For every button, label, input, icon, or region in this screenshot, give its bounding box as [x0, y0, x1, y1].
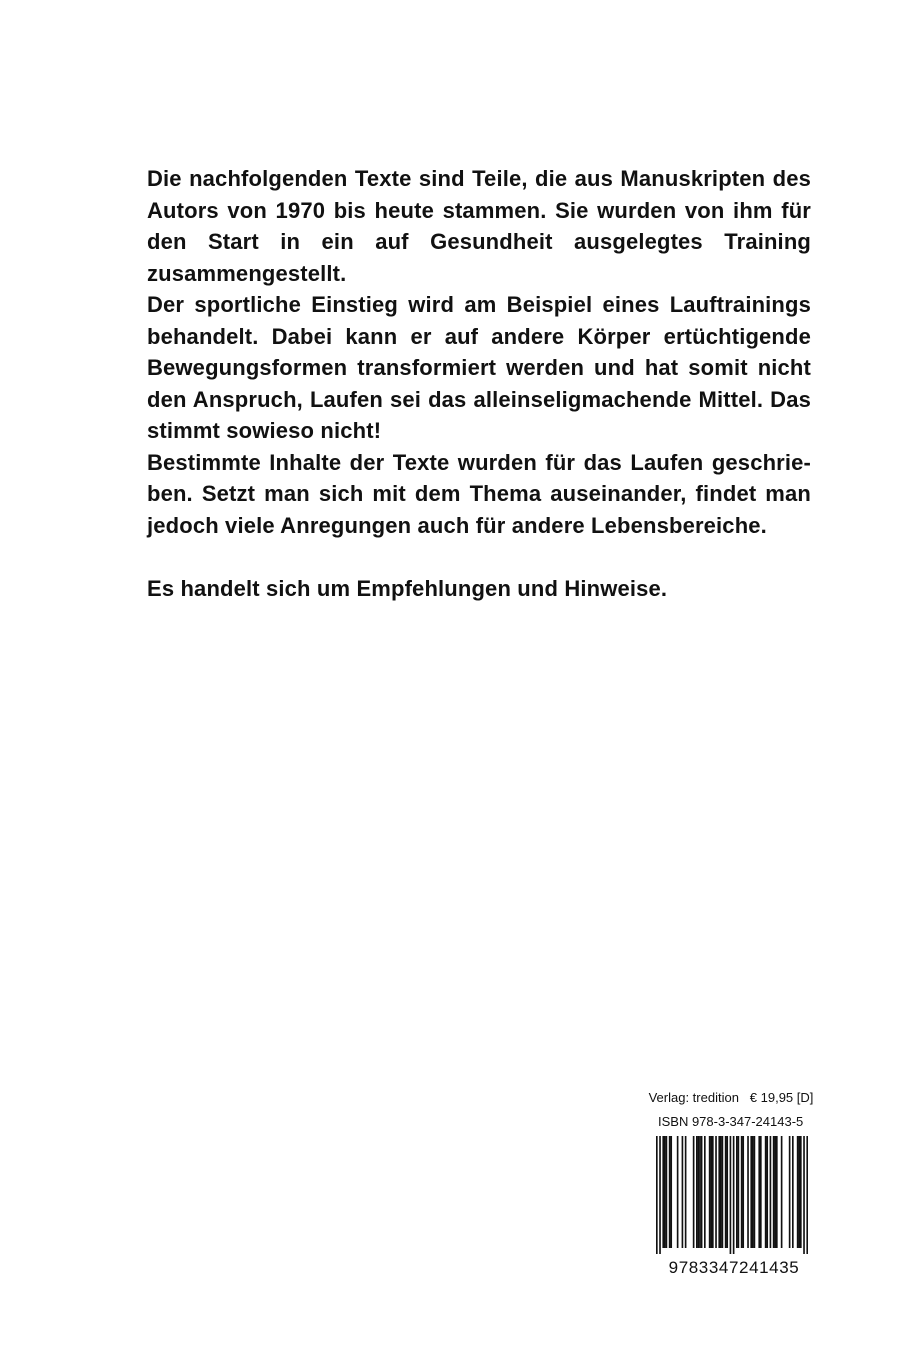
- barcode-bar: [659, 1136, 661, 1254]
- barcode-bar: [765, 1136, 767, 1248]
- barcode-bar: [738, 1136, 740, 1248]
- barcode-bar: [741, 1136, 743, 1248]
- barcode-bar: [677, 1136, 679, 1248]
- barcode-bar: [797, 1136, 799, 1248]
- barcode-bar: [725, 1136, 727, 1248]
- barcode-bar: [758, 1136, 760, 1248]
- barcode-bar: [718, 1136, 720, 1248]
- barcode-bar: [789, 1136, 791, 1248]
- barcode-bar: [709, 1136, 711, 1248]
- barcode-bar: [726, 1136, 728, 1248]
- barcode-bar: [760, 1136, 762, 1248]
- barcode-bar: [770, 1136, 772, 1248]
- barcode-bar: [742, 1136, 744, 1248]
- barcode-bar: [698, 1136, 700, 1248]
- barcode-bar: [699, 1136, 701, 1248]
- barcode-bar: [720, 1136, 722, 1248]
- barcode-bar: [781, 1136, 783, 1248]
- publisher-price-line: [648, 1090, 814, 1106]
- barcode-number: 9783347241435: [668, 1258, 800, 1277]
- barcode-bar: [774, 1136, 776, 1248]
- barcode-bar: [792, 1136, 794, 1248]
- blurb-paragraph-2: Der sportliche Einstieg wird am Beispiel eines Lauftrainings behandelt. Dabei kann er auf andere Körper ertüchtigende Bewegungsformen transformiert werden und hat somit nicht den Anspruch, Laufen sei das alleinseligmachende Mittel. Das stimmt sowieso nicht!: [147, 292, 811, 443]
- barcode-bar: [662, 1136, 664, 1248]
- barcode-bar: [704, 1136, 706, 1248]
- isbn-label: ISBN 978-3-347-24143-5: [658, 1114, 804, 1129]
- blurb-text: [147, 163, 811, 604]
- barcode-image: [656, 1136, 808, 1254]
- barcode-bar: [736, 1136, 738, 1248]
- barcode-bar: [773, 1136, 775, 1248]
- barcode-bar: [696, 1136, 698, 1248]
- barcode-bar: [776, 1136, 778, 1248]
- barcode-bar: [685, 1136, 687, 1248]
- barcode-bar: [747, 1136, 749, 1248]
- barcode-bar: [710, 1136, 712, 1248]
- barcode-bar: [701, 1136, 703, 1248]
- closing-note: Es handelt sich um Empfehlungen und Hinweise.: [147, 575, 668, 601]
- barcode-bar: [682, 1136, 684, 1248]
- barcode-bar: [806, 1136, 808, 1254]
- blurb-paragraph-1: Die nachfolgenden Texte sind Teile, die aus Manuskripten des Autors von 1970 bis heute stammen. Sie wurden von ihm für den Start in ein auf Gesundheit ausgelegtes Training zusammengestellt.: [147, 166, 811, 286]
- barcode-bar: [722, 1136, 724, 1248]
- barcode-bars: [656, 1136, 808, 1254]
- barcode-bar: [715, 1136, 717, 1248]
- barcode-bar: [693, 1136, 695, 1248]
- barcode-bar: [669, 1136, 671, 1248]
- barcode-bar: [766, 1136, 768, 1248]
- barcode-bar: [712, 1136, 714, 1248]
- barcode-bar: [750, 1136, 752, 1248]
- barcode-bar: [670, 1136, 672, 1248]
- barcode-bar: [752, 1136, 754, 1248]
- barcode-bar: [800, 1136, 802, 1248]
- barcode-bar: [656, 1136, 658, 1254]
- barcode-bar: [664, 1136, 666, 1248]
- barcode-bar: [803, 1136, 805, 1254]
- barcode-bar: [730, 1136, 732, 1254]
- barcode-bar: [733, 1136, 735, 1254]
- barcode-bar: [798, 1136, 800, 1248]
- publisher-label: Verlag: tredition: [648, 1090, 739, 1105]
- price-label: € 19,95 [D]: [749, 1090, 814, 1105]
- barcode-bar: [666, 1136, 668, 1248]
- blurb-paragraph-3: Bestimmte Inhalte der Texte wurden für das Laufen geschrie-ben. Setzt man sich mit dem Thema auseinander, findet man jedoch viele Anregungen auch für andere Lebensbereiche.: [147, 449, 811, 538]
- barcode-bar: [754, 1136, 756, 1248]
